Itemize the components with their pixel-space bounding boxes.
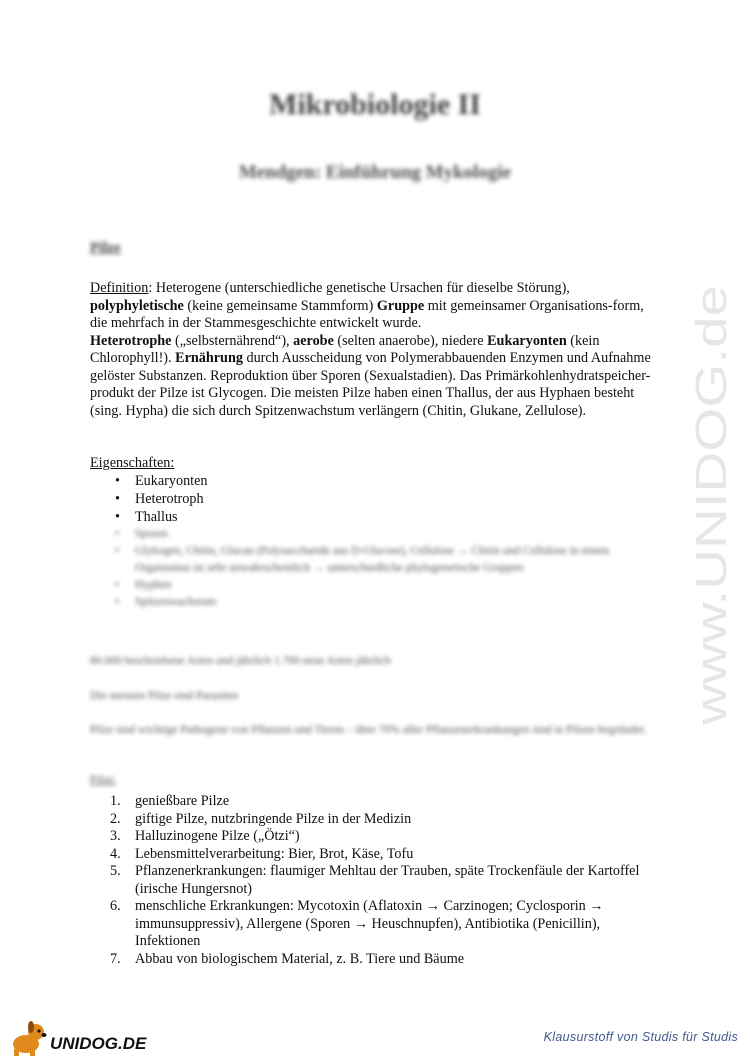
list-text: Pflanzenerkrankungen: flaumiger Mehltau der Trauben, späte Trockenfäule der Kartoffel (irische Hungersnot) [135, 863, 640, 897]
eigenschaften-heading: Eigenschaften: [90, 455, 175, 471]
bold-term: aerobe [293, 332, 334, 349]
bold-term: Ernährung [175, 350, 243, 366]
unidog-logo [6, 1018, 166, 1058]
list-text: Abbau von biologischem Material, z. B. Tiere und Bäume [135, 950, 465, 967]
bold-term: polyphyletische [90, 297, 184, 314]
list-item [90, 828, 650, 846]
list-number: 3. [110, 828, 121, 844]
watermark [680, 280, 740, 730]
section-heading-pilze: Pilze [90, 240, 121, 256]
text: („selbsternährend“), [171, 332, 294, 349]
bold-term: Eukaryonten [487, 332, 567, 349]
list-text: giftige Pilze, nutzbringende Pilze in der Medizin [135, 810, 412, 827]
watermark-svg [680, 280, 740, 730]
page-subtitle: Mendgen: Einführung Mykologie [238, 162, 512, 183]
numbered-list [90, 793, 650, 968]
definition-paragraph [90, 280, 655, 420]
list-text: menschliche Erkrankungen: Mycotoxin (Aflatoxin → Carzinogen; Cyclosporin → immunsuppressiv), Allergene (Sporen → Heuschnupfen), Antibiotika (Penicillin), Infektionen [135, 898, 604, 949]
list-number: 6. [110, 898, 121, 914]
list-item: • Eukaryonten [90, 472, 655, 490]
text: (keine gemeinsame Stammform) [183, 297, 377, 314]
list-item: • Hyphen [90, 577, 655, 594]
paragraph-arten: 80.000 beschriebene Arten und jährlich 1.700 neue Arten jährlich [90, 655, 391, 667]
eigenschaften-list [90, 472, 655, 611]
list-item [90, 863, 650, 898]
list-text: Lebensmittelverarbeitung: Bier, Brot, Käse, Tofu [135, 845, 414, 862]
list-text: Halluzinogene Pilze („Ötzi“) [135, 828, 300, 844]
list-item: • Glykogen, Chitin, Glucan (Polysaccharide aus D-Glucose), Cellulose → Chitin und Cellulose in einem Organismus ist sehr unwahrscheinlich → unterschiedliche phylogenetische Gruppen [90, 543, 655, 577]
list-item [90, 898, 650, 951]
list-number: 2. [110, 810, 121, 827]
list-item [90, 793, 650, 811]
text: (kein Chlorophyll!). [90, 332, 600, 366]
list-number: 5. [110, 863, 121, 879]
list-item [90, 951, 650, 969]
footer-tagline: Klausurstoff von Studis für Studis [543, 1030, 738, 1044]
logo-text: UNIDOG.DE [50, 1034, 147, 1053]
paragraph-pathogene: Pilze sind wichtige Pathogene von Pflanzen und Tieren – über 70% aller Pflanzenerkrankungen sind in Pilzen begründet. [90, 724, 647, 736]
list-item [90, 811, 650, 829]
text: durch Ausscheidung von Polymerabbauenden Enzymen und Aufnahme gelöster Substanzen. Reproduktion über Sporen (Sexualstadien). Das Primärkohlenhydratspeicher-produkt der Pilze ist Glycogen. Die meisten Pilze haben einen Thallus, der aus Hyphaen besteht (sing. Hypha) die sich durch Spitzenwachstum verlängern (Chitin, Glukane, Zellulose). [90, 350, 651, 419]
list-number: 4. [110, 845, 121, 862]
text: mit gemeinsamer Organisations-form, die mehrfach in der Stammesgeschichte entwickelt wurde. [90, 297, 644, 331]
list-item: • Sporen [90, 526, 655, 543]
list-item [90, 846, 650, 864]
list-number: 7. [110, 950, 121, 967]
list-text: genießbare Pilze [135, 793, 230, 809]
bold-term: Gruppe [376, 297, 425, 314]
list-number: 1. [110, 793, 121, 809]
watermark-text: www.UNIDOG.de [687, 382, 736, 725]
list-item: • Thallus [90, 508, 655, 526]
dog-icon [13, 1021, 47, 1056]
list-item: • Spitzenwachstum [90, 594, 655, 611]
logo-svg [6, 1018, 166, 1058]
bold-term: Heterotrophe [90, 332, 172, 349]
list-item: • Heterotroph [90, 490, 655, 508]
text: : Heterogene (unterschiedliche genetische Ursachen für dieselbe Störung), [148, 280, 570, 296]
paragraph-parasiten: Die meisten Pilze sind Parasiten [90, 690, 239, 702]
text: (selten anaerobe), niedere [333, 332, 488, 349]
page-title: Mikrobiologie II [269, 88, 481, 121]
pilze-heading: Pilze: [90, 774, 117, 786]
definition-label: Definition [90, 280, 149, 296]
